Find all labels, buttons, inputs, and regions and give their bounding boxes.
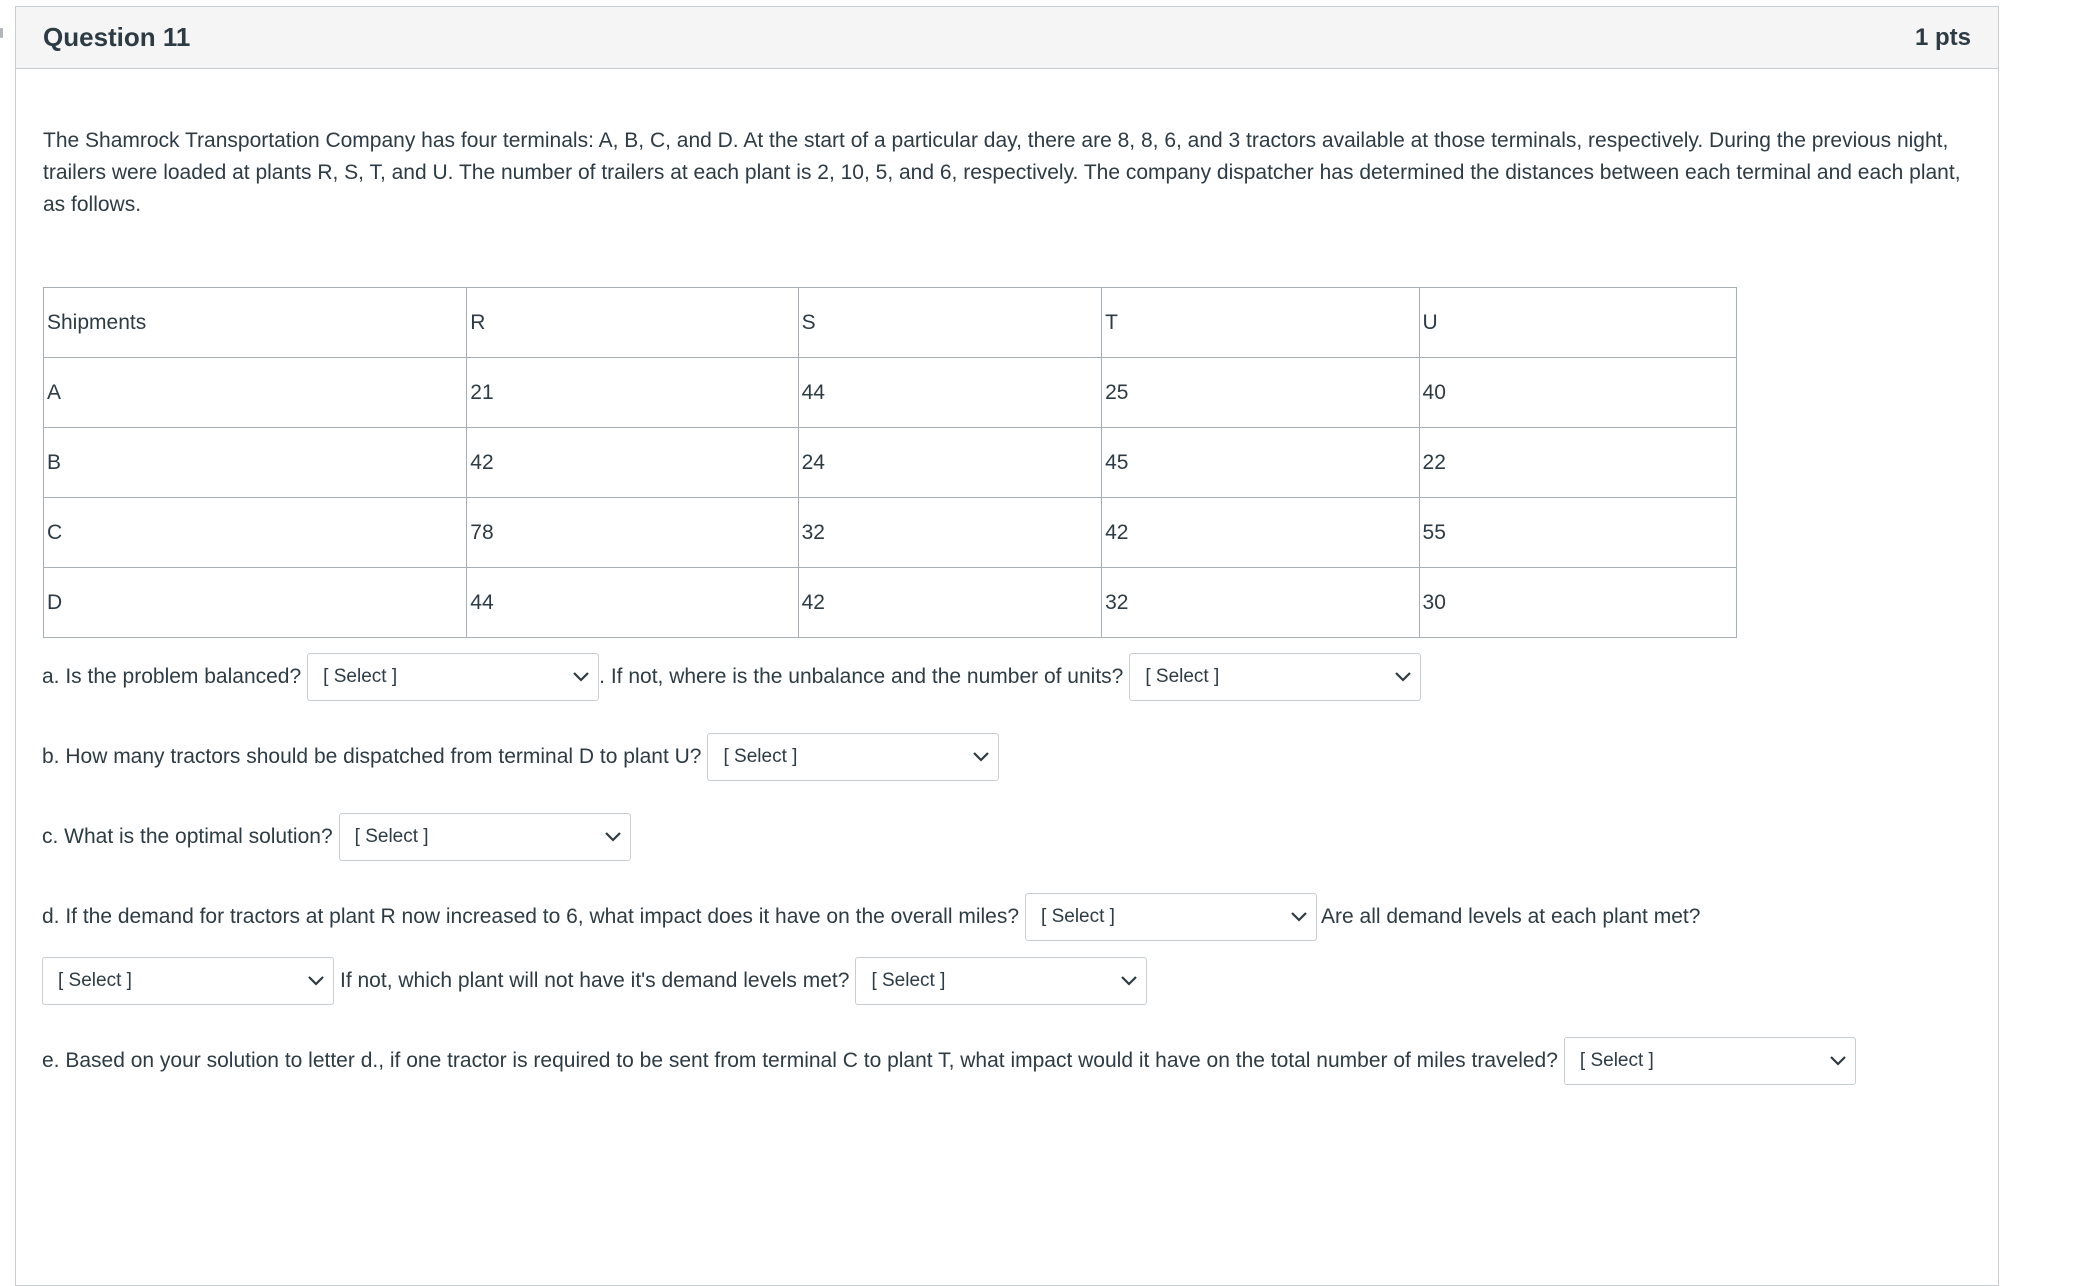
part-d-demand-question: Are all demand levels at each plant met? (1321, 905, 1701, 928)
chevron-down-icon (1394, 671, 1412, 683)
table-row (44, 568, 1737, 638)
table-header-row (44, 288, 1737, 358)
table-cell: 40 (1419, 358, 1736, 428)
table-row (44, 428, 1737, 498)
part-b-select[interactable] (707, 733, 999, 781)
table-cell: 42 (1102, 498, 1419, 568)
table-cell: 44 (467, 568, 798, 638)
part-d-plant-question: If not, which plant will not have it's demand levels met? (340, 969, 850, 992)
part-d-miles-select[interactable] (1025, 893, 1317, 941)
table-header-cell: R (467, 288, 798, 358)
part-b-question: b. How many tractors should be dispatched from terminal D to plant U? (42, 745, 702, 768)
part-b-line (42, 733, 1005, 781)
part-c-question: c. What is the optimal solution? (42, 825, 333, 848)
part-a-question: a. Is the problem balanced? (42, 665, 302, 688)
table-cell: 44 (798, 358, 1102, 428)
part-c-select[interactable] (339, 813, 631, 861)
table-cell: 45 (1102, 428, 1419, 498)
table-row (44, 498, 1737, 568)
chevron-down-icon (1290, 911, 1308, 923)
table-cell: A (44, 358, 467, 428)
table-cell: D (44, 568, 467, 638)
part-e-select[interactable] (1564, 1037, 1856, 1085)
part-d-line-2 (36, 957, 1153, 1005)
part-e-question: e. Based on your solution to letter d., if one tractor is required to be sent from terminal C to plant T, what impact would it have on the total number of miles traveled? (42, 1049, 1558, 1072)
chevron-down-icon (972, 751, 990, 763)
table-cell: B (44, 428, 467, 498)
select-placeholder: [ Select ] (723, 746, 798, 767)
select-placeholder: [ Select ] (323, 666, 398, 687)
select-placeholder: [ Select ] (1145, 666, 1220, 687)
question-body (16, 69, 1998, 638)
table-cell: C (44, 498, 467, 568)
select-placeholder: [ Select ] (58, 970, 132, 991)
part-d-demand-met-select[interactable] (42, 957, 334, 1005)
table-cell: 22 (1419, 428, 1736, 498)
chevron-down-icon (604, 831, 622, 843)
chevron-down-icon (1829, 1055, 1847, 1067)
table-cell: 32 (1102, 568, 1419, 638)
part-d-question: d. If the demand for tractors at plant R now increased to 6, what impact does it have on the overall miles? (42, 905, 1020, 928)
part-d-line-1 (42, 893, 1700, 941)
table-cell: 42 (798, 568, 1102, 638)
part-d-plant-select[interactable] (855, 957, 1147, 1005)
table-cell: 21 (467, 358, 798, 428)
part-c-line (42, 813, 637, 861)
table-cell: 42 (467, 428, 798, 498)
table-header-cell: S (798, 288, 1102, 358)
chevron-down-icon (307, 975, 325, 987)
question-header (16, 7, 1998, 69)
table-cell: 78 (467, 498, 798, 568)
select-placeholder: [ Select ] (1579, 1050, 1654, 1071)
table-cell: 24 (798, 428, 1102, 498)
distance-table (43, 287, 1737, 638)
part-a-followup: . If not, where is the unbalance and the number of units? (599, 665, 1124, 688)
table-row (44, 358, 1737, 428)
table-header-cell: Shipments (44, 288, 467, 358)
chevron-down-icon (572, 671, 590, 683)
question-prompt: The Shamrock Transportation Company has four terminals: A, B, C, and D. At the start of a particular day, there are 8, 8, 6, and 3 tractors available at those terminals, respectively. During the previous night, trailers were loaded at plants R, S, T, and U. The number of trailers at each plant is 2, 10, 5, and 6, respectively. The company dispatcher has determined the distances between each terminal and each plant, as follows. (43, 129, 1961, 216)
table-header-cell: U (1419, 288, 1736, 358)
question-title: Question 11 (43, 22, 191, 52)
part-a-unbalance-select[interactable] (1129, 653, 1421, 701)
left-edge-marker (0, 28, 3, 38)
table-cell: 25 (1102, 358, 1419, 428)
table-cell: 30 (1419, 568, 1736, 638)
select-placeholder: [ Select ] (871, 970, 946, 991)
question-points: 1 pts (1914, 23, 1971, 51)
table-header-cell: T (1102, 288, 1419, 358)
chevron-down-icon (1120, 975, 1138, 987)
table-cell: 32 (798, 498, 1102, 568)
question-card (15, 6, 1999, 1286)
table-cell: 55 (1419, 498, 1736, 568)
part-a-balanced-select[interactable] (307, 653, 599, 701)
select-placeholder: [ Select ] (354, 826, 429, 847)
select-placeholder: [ Select ] (1041, 906, 1115, 927)
part-e-line (42, 1037, 1862, 1085)
part-a-line (42, 653, 1427, 701)
